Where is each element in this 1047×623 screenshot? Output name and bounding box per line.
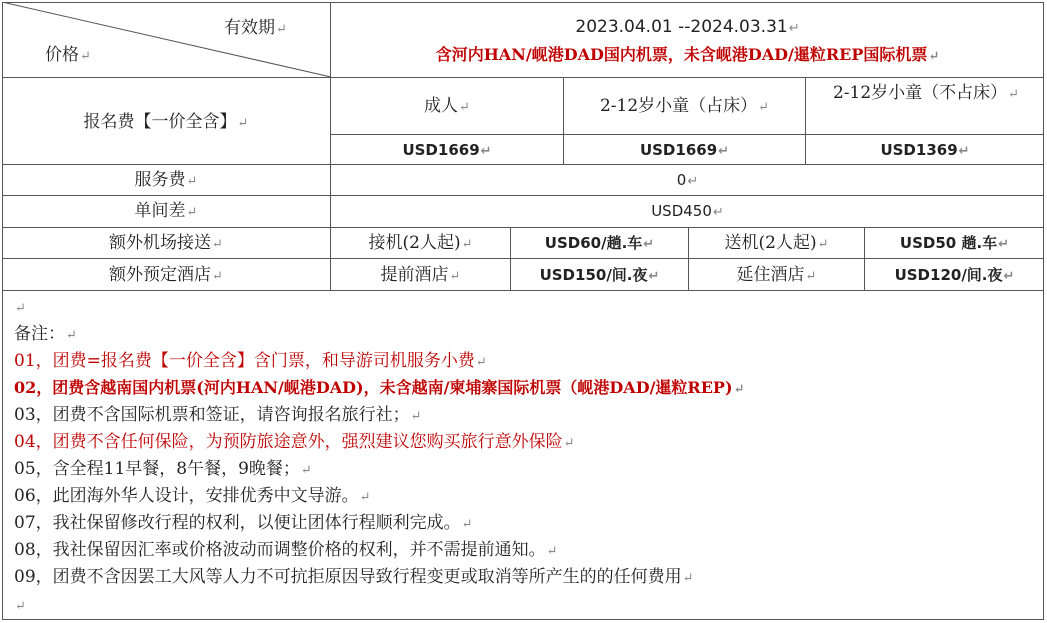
column-child-bed: 2-12岁小童（占床）↵ (599, 96, 770, 116)
column-child-no-bed: 2-12岁小童（不占床）↵ (832, 83, 1020, 103)
column-adult: 成人↵ (424, 96, 470, 116)
note-item: 03，团费不含国际机票和签证，请咨询报名旅行社；↵ (14, 405, 422, 425)
airfare-note: 含河内HAN/岘港DAD国内机票，未含岘港DAD/暹粒REP国际机票↵ (435, 45, 940, 64)
airport-transfer-label: 额外机场接送↵ (109, 233, 223, 253)
registration-label: 报名费【一价全含】↵ (83, 112, 249, 132)
note-item: 06，此团海外华人设计，安排优秀中文导游。↵ (14, 486, 371, 506)
service-fee-label: 服务费↵ (134, 170, 198, 190)
row-divider (330, 134, 1044, 135)
price-label: 价格↵ (45, 45, 91, 65)
dropoff-label: 送机(2人起)↵ (724, 233, 829, 253)
paragraph-mark: ↵ (15, 599, 26, 614)
row-divider (2, 164, 1044, 165)
note-item: 09，团费不含因罢工大风等人力不可抗拒原因导致行程变更或取消等所产生的的任何费用↵ (14, 567, 694, 587)
paragraph-mark: ↵ (15, 301, 26, 316)
pre-hotel-label: 提前酒店↵ (380, 265, 461, 285)
post-hotel-label: 延住酒店↵ (736, 265, 817, 285)
note-item: 02，团费含越南国内机票(河内HAN/岘港DAD)，未含越南/柬埔寨国际机票（岘港DAD/暹粒REP)↵ (14, 378, 745, 397)
row-divider (2, 195, 1044, 196)
pickup-price: USD60/趟.车↵ (544, 234, 655, 252)
single-supplement-label: 单间差↵ (134, 201, 198, 221)
note-item: 04，团费不含任何保险，为预防旅途意外，强烈建议您购买旅行意外保险↵ (14, 432, 575, 452)
row-divider (2, 227, 1044, 228)
price-adult: USD1669↵ (402, 141, 492, 159)
price-child-no-bed: USD1369↵ (880, 141, 970, 159)
pre-hotel-price: USD150/间.夜↵ (539, 266, 660, 284)
row-divider (2, 290, 1044, 291)
extra-hotel-label: 额外预定酒店↵ (109, 265, 223, 285)
note-item: 07，我社保留修改行程的权利，以便让团体行程顺利完成。↵ (14, 513, 473, 533)
note-item: 08，我社保留因汇率或价格波动而调整价格的权利，并不需提前通知。↵ (14, 540, 558, 560)
note-item: 01，团费=报名费【一价全含】含门票，和导游司机服务小费↵ (14, 351, 487, 371)
single-supplement-value: USD450↵ (651, 202, 724, 220)
notes-title: 备注：↵ (14, 324, 77, 344)
pickup-label: 接机(2人起)↵ (368, 233, 473, 253)
price-child-bed: USD1669↵ (639, 141, 730, 159)
validity-label: 有效期↵ (224, 18, 287, 38)
dropoff-price: USD50 趟.车↵ (899, 234, 1010, 252)
row-divider (2, 258, 1044, 259)
row-divider (2, 77, 1044, 78)
validity-period: 2023.04.01 --2024.03.31↵ (575, 17, 800, 37)
note-item: 05，含全程11早餐，8午餐，9晚餐；↵ (14, 459, 312, 479)
post-hotel-price: USD120/间.夜↵ (894, 266, 1015, 284)
service-fee-value: 0↵ (676, 171, 699, 189)
